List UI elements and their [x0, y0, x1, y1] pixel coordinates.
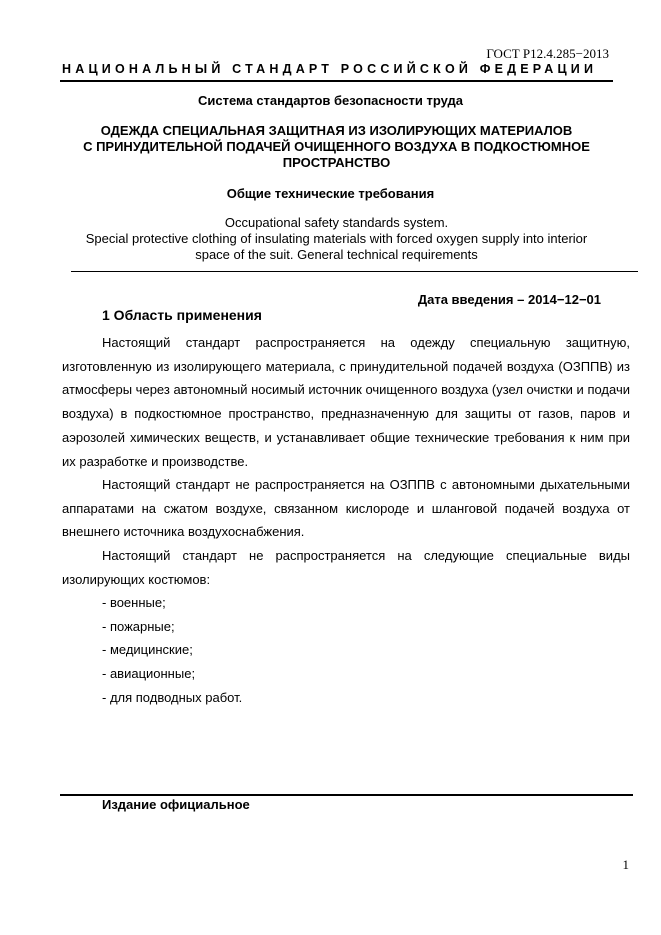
paragraph-3: [62, 544, 630, 591]
list-item: - военные;: [102, 595, 166, 610]
introduction-date: Дата введения – 2014−12−01: [417, 292, 601, 307]
list-item: - пожарные;: [102, 618, 175, 634]
title-line: ОДЕЖДА СПЕЦИАЛЬНАЯ ЗАЩИТНАЯ ИЗ ИЗОЛИРУЮЩИХ МАТЕРИАЛОВ: [100, 123, 573, 138]
bottom-divider: [60, 794, 633, 796]
exclusion-list: [102, 591, 242, 710]
paragraph-text: Настоящий стандарт не распространяется на ОЗППВ с автономными дыхательными аппаратами на сжатом воздухе, связанном кислороде и шланговой подачей воздуха от внешнего источника воздухоснабжения.: [62, 477, 630, 540]
english-title-line: Occupational safety standards system.: [224, 215, 449, 230]
title-line: С ПРИНУДИТЕЛЬНОЙ ПОДАЧЕЙ ОЧИЩЕННОГО ВОЗДУХА В ПОДКОСТЮМНОЕ: [83, 139, 590, 154]
list-item: - для подводных работ.: [102, 689, 243, 705]
english-title: [60, 215, 613, 263]
document-subtitle: Общие технические требования: [226, 186, 435, 201]
middle-divider: [71, 271, 638, 272]
title-line: ПРОСТРАНСТВО: [282, 155, 391, 170]
paragraph-text: Настоящий стандарт распространяется на одежду специальную защитную, изготовленную из изолирующего материала, с принудительной подачей воздуха (ОЗППВ) из атмосферы через автономный носимый источник очищенного воздуха (узел очистки и подачи воздуха) в подкостюмное пространство, предназначенную для защиты от газов, паров и аэрозолей химических веществ, и устанавливает общие технические требования к ним при их разработке и производстве.: [62, 335, 630, 469]
top-divider: [60, 80, 613, 82]
system-title: Система стандартов безопасности труда: [198, 93, 463, 108]
paragraph-2: [62, 473, 630, 544]
paragraph-1: [62, 331, 630, 473]
paragraph-text: Настоящий стандарт не распространяется на следующие специальные виды изолирующих костюмов:: [62, 548, 630, 587]
national-standard-banner: НАЦИОНАЛЬНЫЙ СТАНДАРТ РОССИЙСКОЙ ФЕДЕРАЦИИ: [62, 62, 598, 76]
official-edition-label: Издание официальное: [102, 797, 250, 812]
document-title: [60, 123, 613, 171]
english-title-line: Special protective clothing of insulating materials with forced oxygen supply into interior: [85, 231, 588, 246]
page-number: 1: [622, 857, 629, 872]
section-heading: 1 Область применения: [102, 307, 262, 323]
list-item: - авиационные;: [102, 666, 196, 682]
gost-number: ГОСТ Р12.4.285−2013: [486, 46, 609, 61]
list-item: - медицинские;: [102, 642, 193, 658]
english-title-line: space of the suit. General technical requirements: [195, 247, 478, 262]
